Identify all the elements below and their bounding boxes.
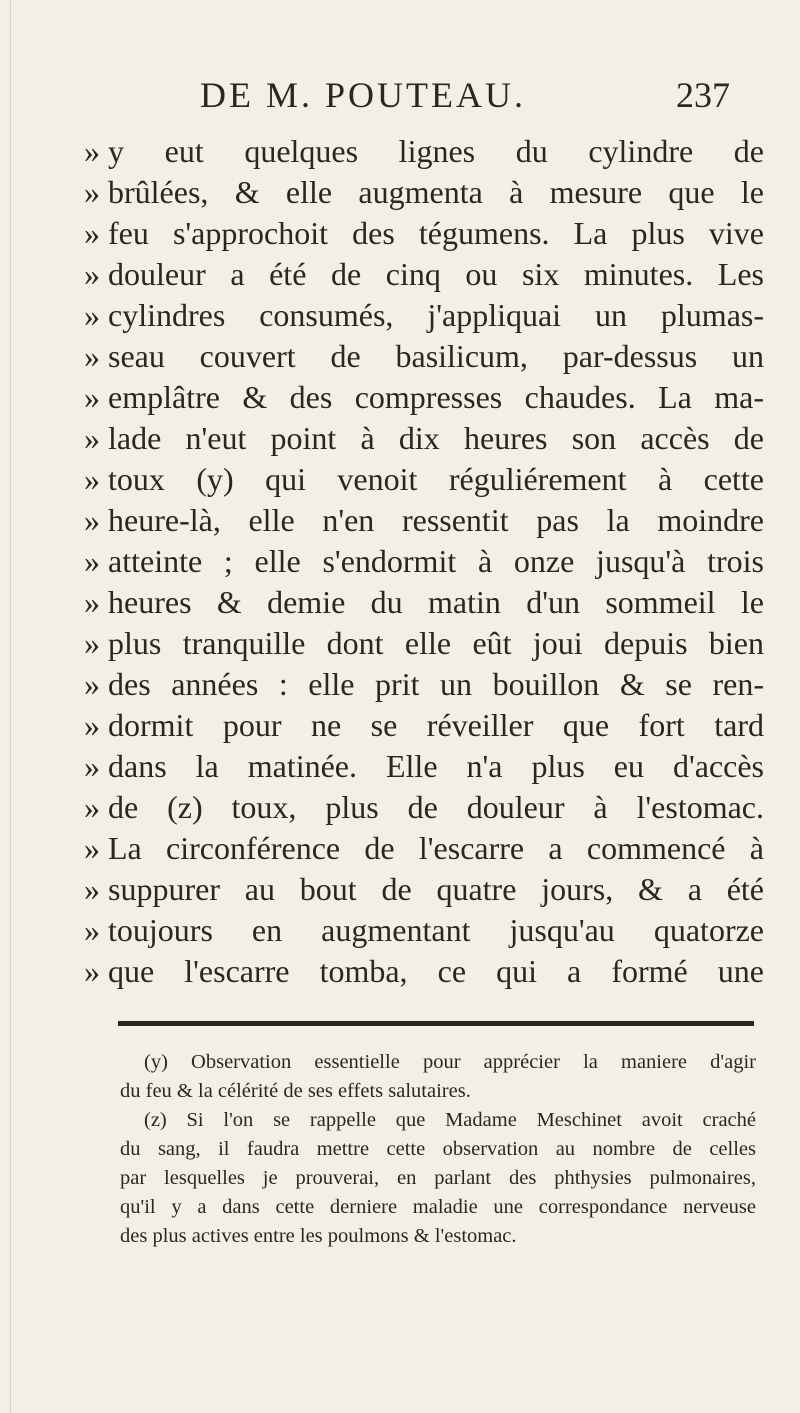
quote-mark: » [84,215,100,251]
quote-mark: » [84,297,100,333]
quote-mark: » [84,912,100,948]
line-text: cylindres consumés, j'appliquai un plumas- [108,297,764,333]
quote-mark: » [84,133,100,169]
text-line [84,131,764,172]
line-text: toux (y) qui venoit réguliérement à cette [108,461,764,497]
text-line [84,213,764,254]
text-line [84,336,764,377]
text-line [84,664,764,705]
line-text: toujours en augmentant jusqu'au quatorze [108,912,764,948]
quote-mark: » [84,420,100,456]
line-text: lade n'eut point à dix heures son accès de [108,420,764,456]
line-text: y eut quelques lignes du cylindre de [108,133,764,169]
text-line [84,623,764,664]
footnote-line: qu'il y a dans cette derniere maladie une correspondance nerveuse [120,1196,756,1218]
quote-mark: » [84,174,100,210]
quote-mark: » [84,666,100,702]
page-number: 237 [676,75,730,115]
line-text: La circonférence de l'escarre a commencé à [108,830,764,866]
quote-mark: » [84,379,100,415]
text-line [84,869,764,910]
running-header [0,74,800,124]
text-line [84,541,764,582]
quote-mark: » [84,789,100,825]
line-text: feu s'approchoit des tégumens. La plus vive [108,215,764,251]
text-line [84,582,764,623]
quote-mark: » [84,584,100,620]
line-text: plus tranquille dont elle eût joui depuis bien [108,625,764,661]
line-text: des années : elle prit un bouillon & se ren- [108,666,764,702]
text-line [84,705,764,746]
footnote-line: par lesquelles je prouverai, en parlant des phthysies pulmonaires, [120,1167,756,1189]
footnote-line: du feu & la célérité de ses effets salutaires. [120,1080,471,1102]
line-text: heure-là, elle n'en ressentit pas la moindre [108,502,764,538]
text-line [84,254,764,295]
main-text [84,131,764,992]
text-line [84,377,764,418]
text-line [84,746,764,787]
text-line [84,910,764,951]
line-text: que l'escarre tomba, ce qui a formé une [108,953,764,989]
quote-mark: » [84,502,100,538]
text-line [84,172,764,213]
text-line [84,951,764,992]
quote-mark: » [84,871,100,907]
page-gutter-line [10,0,11,1413]
quote-mark: » [84,830,100,866]
line-text: heures & demie du matin d'un sommeil le [108,584,764,620]
text-line [84,500,764,541]
footnote-line: (z) Si l'on se rappelle que Madame Meschinet avoit craché [144,1109,756,1131]
text-line [84,828,764,869]
text-line [84,418,764,459]
text-line [84,459,764,500]
footnote-separator [118,1021,754,1026]
line-text: brûlées, & elle augmenta à mesure que le [108,174,764,210]
line-text: emplâtre & des compresses chaudes. La ma- [108,379,764,415]
line-text: seau couvert de basilicum, par-dessus un [108,338,764,374]
line-text: atteinte ; elle s'endormit à onze jusqu'à trois [108,543,764,579]
quote-mark: » [84,461,100,497]
line-text: dormit pour ne se réveiller que fort tard [108,707,764,743]
running-title: DE M. POUTEAU. [200,75,526,115]
footnote-line: (y) Observation essentielle pour apprécier la maniere d'agir [144,1051,756,1073]
quote-mark: » [84,625,100,661]
text-line [84,787,764,828]
footnote-line: des plus actives entre les poulmons & l'estomac. [120,1225,517,1247]
line-text: douleur a été de cinq ou six minutes. Les [108,256,764,292]
quote-mark: » [84,338,100,374]
quote-mark: » [84,748,100,784]
line-text: suppurer au bout de quatre jours, & a été [108,871,764,907]
line-text: dans la matinée. Elle n'a plus eu d'accès [108,748,764,784]
quote-mark: » [84,953,100,989]
quote-mark: » [84,543,100,579]
quote-mark: » [84,707,100,743]
line-text: de (z) toux, plus de douleur à l'estomac. [108,789,764,825]
text-line [84,295,764,336]
footnote-line: du sang, il faudra mettre cette observation au nombre de celles [120,1138,756,1160]
footnotes [120,1048,756,1251]
quote-mark: » [84,256,100,292]
